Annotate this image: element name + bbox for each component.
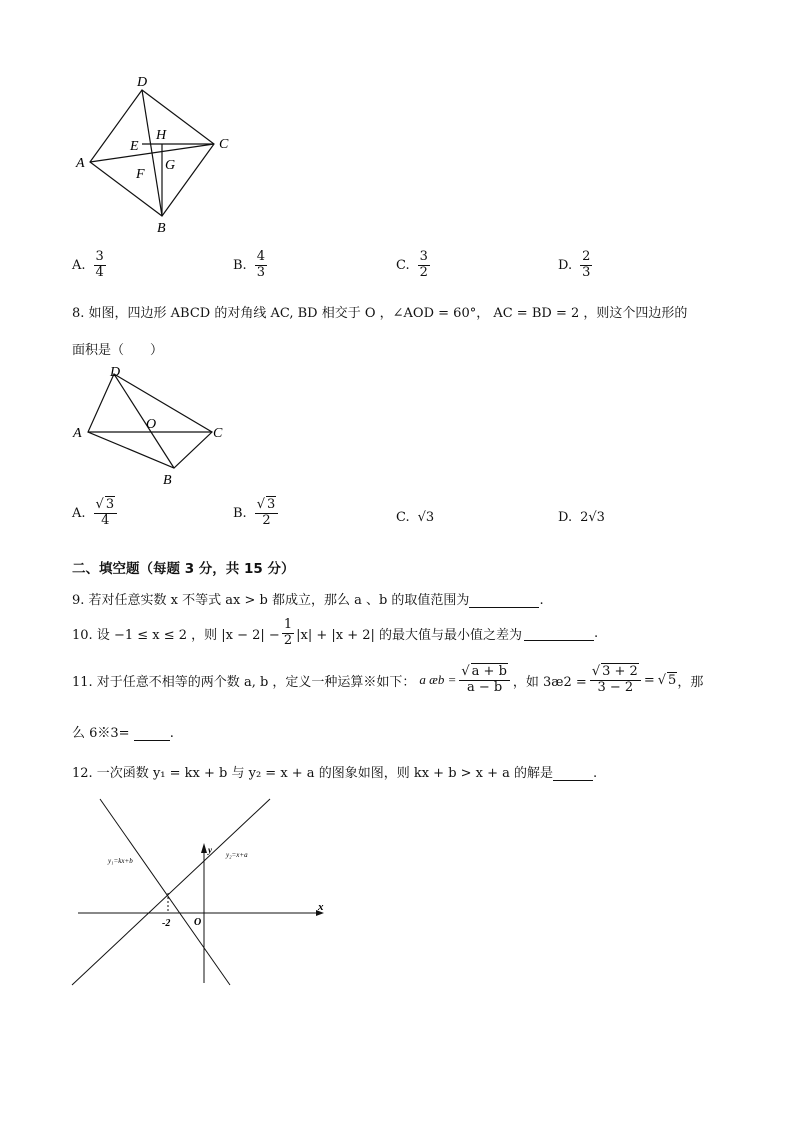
q12 xyxy=(72,762,597,781)
option-letter: D. xyxy=(558,257,573,273)
origin-label: O xyxy=(194,917,202,928)
q10-post: |x| + |x + 2| 的最大值与最小值之差为 xyxy=(296,627,523,643)
label-A: A xyxy=(73,426,82,441)
q11-tail: ，那 xyxy=(677,674,704,690)
q9-answer-blank[interactable] xyxy=(469,592,539,608)
q11-ex-value: 5 xyxy=(668,673,677,689)
q10: 10. 设 −1 ≤ x ≤ 2 ，则 |x − 2| − $\frac{1}{2}$ |x| + |x + 2| 的最大值与最小值之差为 . xyxy=(72,617,599,648)
fraction: $\frac{√ 3 + 2}{3 - 2}$ xyxy=(590,665,641,696)
q7-option-a[interactable] xyxy=(72,250,106,281)
q11-line2 xyxy=(72,722,174,741)
label-D: D xyxy=(137,75,148,90)
y-axis-arrow xyxy=(201,843,207,853)
q11: 11. 对于任意不相等的两个数 a, b ，定义一种运算※如下： a æb = $\frac{√ a + b}{a - b}$ ，如 3æ2 = $\frac{√ 3 + 2}{3 - 2}$ = √ 5 ，那 xyxy=(72,664,704,695)
q8-option-c[interactable] xyxy=(396,510,434,525)
fraction: $\frac{3}{4}$ xyxy=(95,249,104,280)
label-y1: y₁=kx+b xyxy=(108,857,133,865)
line-y2 xyxy=(72,799,270,985)
fraction: $\frac{√ 3}{2}$ xyxy=(255,498,279,529)
q11-line2-text: 么 6※3= xyxy=(72,726,134,741)
fraction: $\frac{3}{2}$ xyxy=(419,249,428,280)
fraction: $\frac{1}{2}$ xyxy=(283,617,293,648)
figure-q12-graph xyxy=(70,795,340,990)
axis-x-label: x xyxy=(318,901,324,913)
option-letter: B. xyxy=(233,505,247,521)
line-y1 xyxy=(100,799,230,985)
q8-option-a[interactable] xyxy=(72,498,117,529)
label-E: E xyxy=(130,139,139,154)
q10-pre: 10. 设 −1 ≤ x ≤ 2 ，则 |x − 2| − xyxy=(72,627,280,643)
label-C: C xyxy=(213,426,223,441)
label-G: G xyxy=(165,158,176,173)
q7-option-c[interactable] xyxy=(396,250,430,281)
q8-option-d[interactable] xyxy=(558,510,605,525)
label-A: A xyxy=(76,156,85,171)
tick-minus-2: -2 xyxy=(162,918,171,929)
fraction: $\frac{√ a + b}{a - b}$ xyxy=(459,665,510,696)
q8-line2: 面积是（ ） xyxy=(72,343,164,358)
figure-q7-square xyxy=(70,70,250,240)
q12-text: 12. 一次函数 y₁ = kx + b 与 y₂ = x + a 的图象如图，则 kx + b > x + a 的解是 xyxy=(72,766,554,781)
label-y2: y₂=x+a xyxy=(226,851,248,859)
option-value: 2√3 xyxy=(580,510,605,525)
q9-text: 9. 若对任意实数 x 不等式 ax > b 都成立，那么 a 、b 的取值范围为 xyxy=(72,593,470,608)
option-letter: D. xyxy=(558,510,573,525)
q11-answer-blank[interactable] xyxy=(134,725,170,741)
option-letter: B. xyxy=(233,257,247,273)
figure-q8-quadrilateral xyxy=(66,360,236,490)
option-letter: C. xyxy=(396,510,410,525)
q12-end: . xyxy=(593,766,598,781)
label-C: C xyxy=(219,137,229,152)
label-B: B xyxy=(157,221,166,236)
option-letter: A. xyxy=(72,505,86,521)
fraction: $\frac{2}{3}$ xyxy=(582,249,591,280)
label-B: B xyxy=(163,473,172,488)
fraction: $\frac{4}{3}$ xyxy=(256,249,265,280)
label-F: F xyxy=(136,167,145,182)
q11-line2-end: . xyxy=(169,726,174,741)
fraction: $\frac{√ 3}{4}$ xyxy=(94,498,118,529)
section-heading-fill-in: 二、填空题（每题 3 分，共 15 分） xyxy=(72,561,295,577)
q9: 9. 若对任意实数 x 不等式 ax > b 都成立，那么 a 、b 的取值范围为 . xyxy=(72,593,544,608)
axis-y-label: y xyxy=(208,845,212,855)
q8-line1: 8. 如图，四边形 ABCD 的对角线 AC, BD 相交于 O ，∠AOD = 60°， AC = BD = 2 ，则这个四边形的 xyxy=(72,306,688,321)
label-O: O xyxy=(146,417,157,432)
q11-def-lhs: a æb = xyxy=(419,672,457,688)
q8-option-b[interactable] xyxy=(233,498,278,529)
option-value: √3 xyxy=(417,510,435,525)
q7-option-d[interactable] xyxy=(558,250,592,281)
q11-eq: = xyxy=(643,672,655,688)
option-letter: C. xyxy=(396,257,410,273)
label-D: D xyxy=(110,365,121,380)
q11-pre: 11. 对于任意不相等的两个数 a, b ，定义一种运算※如下： xyxy=(72,674,416,690)
q10-answer-blank[interactable] xyxy=(524,625,594,641)
q11-mid: ，如 3æ2 = xyxy=(512,674,587,690)
option-letter: A. xyxy=(72,257,86,273)
label-H: H xyxy=(156,128,167,143)
q12-answer-blank[interactable] xyxy=(553,765,593,781)
q7-option-b[interactable] xyxy=(233,250,267,281)
